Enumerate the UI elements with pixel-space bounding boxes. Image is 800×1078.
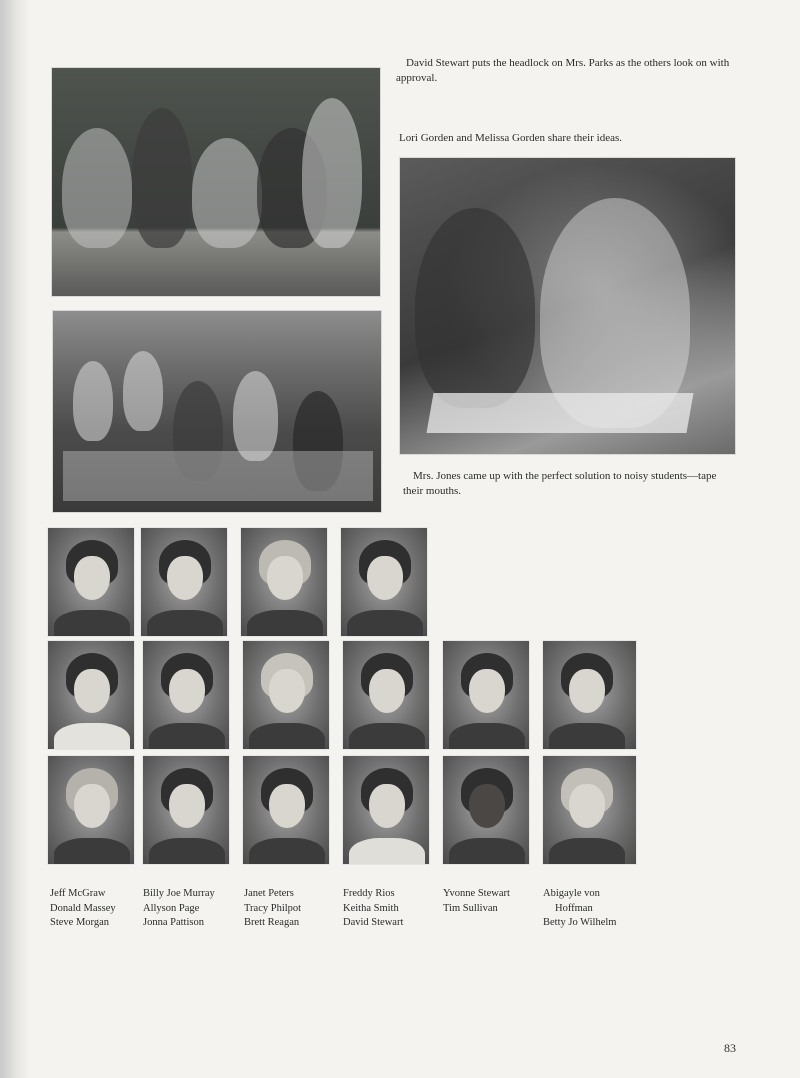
portrait	[242, 755, 330, 865]
student-name: Jeff McGraw	[50, 888, 106, 899]
student-name: Freddy Rios	[343, 888, 395, 899]
names-column-5	[443, 887, 510, 916]
student-name: Tracy Philpot	[244, 902, 302, 914]
portrait	[142, 640, 230, 750]
student-name: Janet Peters	[244, 888, 294, 899]
photo-classroom	[52, 310, 382, 513]
photo-gordens-studying	[399, 157, 736, 455]
portrait	[342, 640, 430, 750]
student-name: Yvonne Stewart	[443, 888, 510, 899]
names-column-4	[343, 887, 403, 931]
student-name: Keitha Smith	[343, 902, 399, 914]
student-name: Hoffman	[555, 902, 593, 914]
student-name: Betty Jo Wilhelm	[543, 917, 617, 928]
names-column-2	[143, 887, 215, 931]
page-number: 83	[724, 1041, 736, 1055]
names-column-6	[543, 887, 616, 931]
caption-headlock: David Stewart puts the headlock on Mrs. Parks as the others look on with approval.	[396, 57, 730, 84]
student-name: Tim Sullivan	[443, 902, 498, 914]
student-name: David Stewart	[343, 917, 404, 928]
student-name: Brett Reagan	[244, 917, 300, 928]
student-name: Donald Massey	[50, 902, 116, 914]
portrait	[542, 640, 637, 750]
student-name: Steve Morgan	[50, 917, 110, 928]
portrait	[442, 755, 530, 865]
portrait	[47, 640, 135, 750]
portrait	[240, 527, 328, 637]
student-name: Jonna Pattison	[143, 917, 204, 928]
names-column-1	[50, 887, 116, 931]
portrait	[442, 640, 530, 750]
photo-chalkboard-headlock	[51, 67, 381, 297]
portrait	[342, 755, 430, 865]
portrait	[47, 755, 135, 865]
caption-gordens: Lori Gorden and Melissa Gorden share their ideas.	[399, 132, 622, 144]
student-name: Billy Joe Murray	[143, 888, 215, 899]
caption-tape: Mrs. Jones came up with the perfect solution to noisy students—tape their mouths.	[403, 470, 717, 497]
portrait	[542, 755, 637, 865]
portrait	[142, 755, 230, 865]
portrait	[242, 640, 330, 750]
student-name: Allyson Page	[143, 902, 200, 914]
names-column-3	[244, 887, 301, 931]
portrait	[340, 527, 428, 637]
portrait	[47, 527, 135, 637]
portrait	[140, 527, 228, 637]
student-name: Abigayle von	[543, 888, 600, 899]
binding-shadow	[0, 0, 30, 1078]
